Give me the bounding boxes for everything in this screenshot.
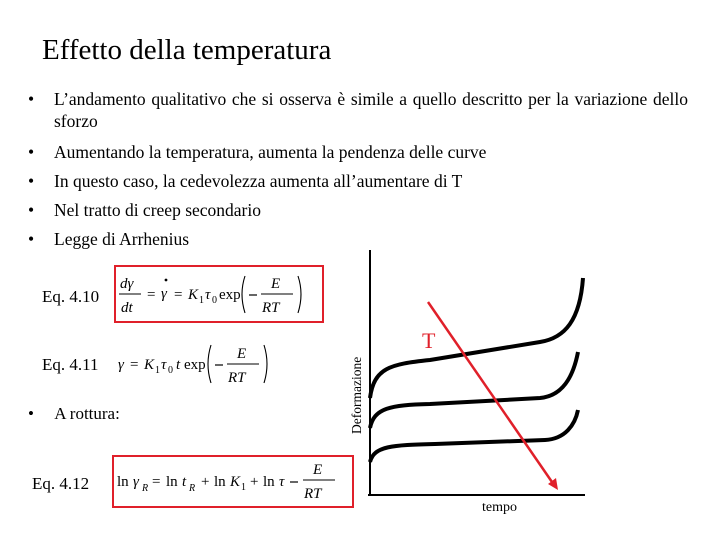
svg-text:γ: γ (118, 357, 124, 373)
svg-text:τ: τ (205, 287, 211, 303)
svg-text:τ: τ (161, 357, 167, 373)
curve-high-temperature (370, 278, 583, 398)
bullet-dot: • (28, 404, 34, 423)
svg-text:dγ: dγ (120, 276, 134, 292)
svg-text:t: t (176, 357, 181, 373)
svg-text:exp: exp (219, 287, 241, 303)
y-axis-label: Deformazione (349, 356, 364, 434)
svg-text:ln: ln (117, 474, 129, 490)
svg-text:=: = (147, 287, 156, 303)
page-title: Effetto della temperatura (42, 34, 332, 66)
eq-4-11-formula (116, 335, 291, 391)
svg-text:R: R (189, 483, 196, 494)
svg-text:K: K (144, 357, 155, 373)
eq-4-10-box (114, 265, 324, 323)
svg-text:RT: RT (262, 300, 280, 316)
svg-text:1: 1 (241, 482, 246, 493)
eq-4-12-formula (114, 457, 352, 506)
svg-text:RT: RT (228, 370, 246, 386)
bullet-item: • Aumentando la temperatura, aumenta la pendenza delle curve (28, 138, 688, 167)
svg-text:t: t (182, 474, 187, 490)
svg-text:0: 0 (212, 295, 217, 306)
svg-text:R: R (142, 483, 149, 494)
svg-text:dt: dt (121, 300, 133, 316)
creep-graph (340, 250, 600, 520)
x-axis-label: tempo (482, 500, 517, 515)
svg-text:ln: ln (263, 474, 275, 490)
svg-text:+: + (250, 474, 259, 490)
bullet-item: • In questo caso, la cedevolezza aumenta all’aumentare di T (28, 167, 688, 196)
svg-text:K: K (230, 474, 241, 490)
eq-4-12-label: Eq. 4.12 (32, 474, 90, 493)
eq-4-10-formula (116, 267, 322, 321)
bullet-item: • Legge di Arrhenius (28, 225, 688, 254)
svg-text:τ: τ (279, 474, 285, 490)
svg-text:E: E (237, 346, 247, 362)
temperature-label: T (422, 328, 436, 353)
svg-text:RT: RT (304, 486, 322, 502)
eq-4-10-label: Eq. 4.10 (42, 287, 100, 306)
svg-text:=: = (152, 474, 161, 490)
svg-text:+: + (201, 474, 210, 490)
svg-text:ln: ln (214, 474, 226, 490)
svg-text:=: = (130, 357, 139, 373)
svg-text:γ: γ (161, 286, 167, 302)
rupture-label: A rottura: (54, 404, 120, 423)
svg-text:ln: ln (166, 474, 178, 490)
temperature-arrow (428, 302, 552, 482)
svg-text:1: 1 (199, 295, 204, 306)
svg-text:E: E (271, 276, 281, 292)
svg-text:1: 1 (155, 365, 160, 376)
svg-text:=: = (174, 287, 183, 303)
bullet-list (28, 88, 688, 254)
curve-low-temperature (370, 410, 578, 462)
svg-text:γ: γ (133, 474, 139, 490)
eq-4-12-box (112, 455, 354, 508)
svg-text:0: 0 (168, 365, 173, 376)
svg-text:E: E (313, 462, 323, 478)
svg-text:K: K (188, 287, 199, 303)
bullet-item: • Nel tratto di creep secondario (28, 196, 688, 225)
eq-4-11-label: Eq. 4.11 (42, 355, 99, 374)
svg-text:exp: exp (184, 357, 206, 373)
rupture-bullet (28, 404, 120, 424)
bullet-item: • L’andamento qualitativo che si osserva è simile a quello descritto per la variazione dello sforzo (28, 88, 688, 132)
